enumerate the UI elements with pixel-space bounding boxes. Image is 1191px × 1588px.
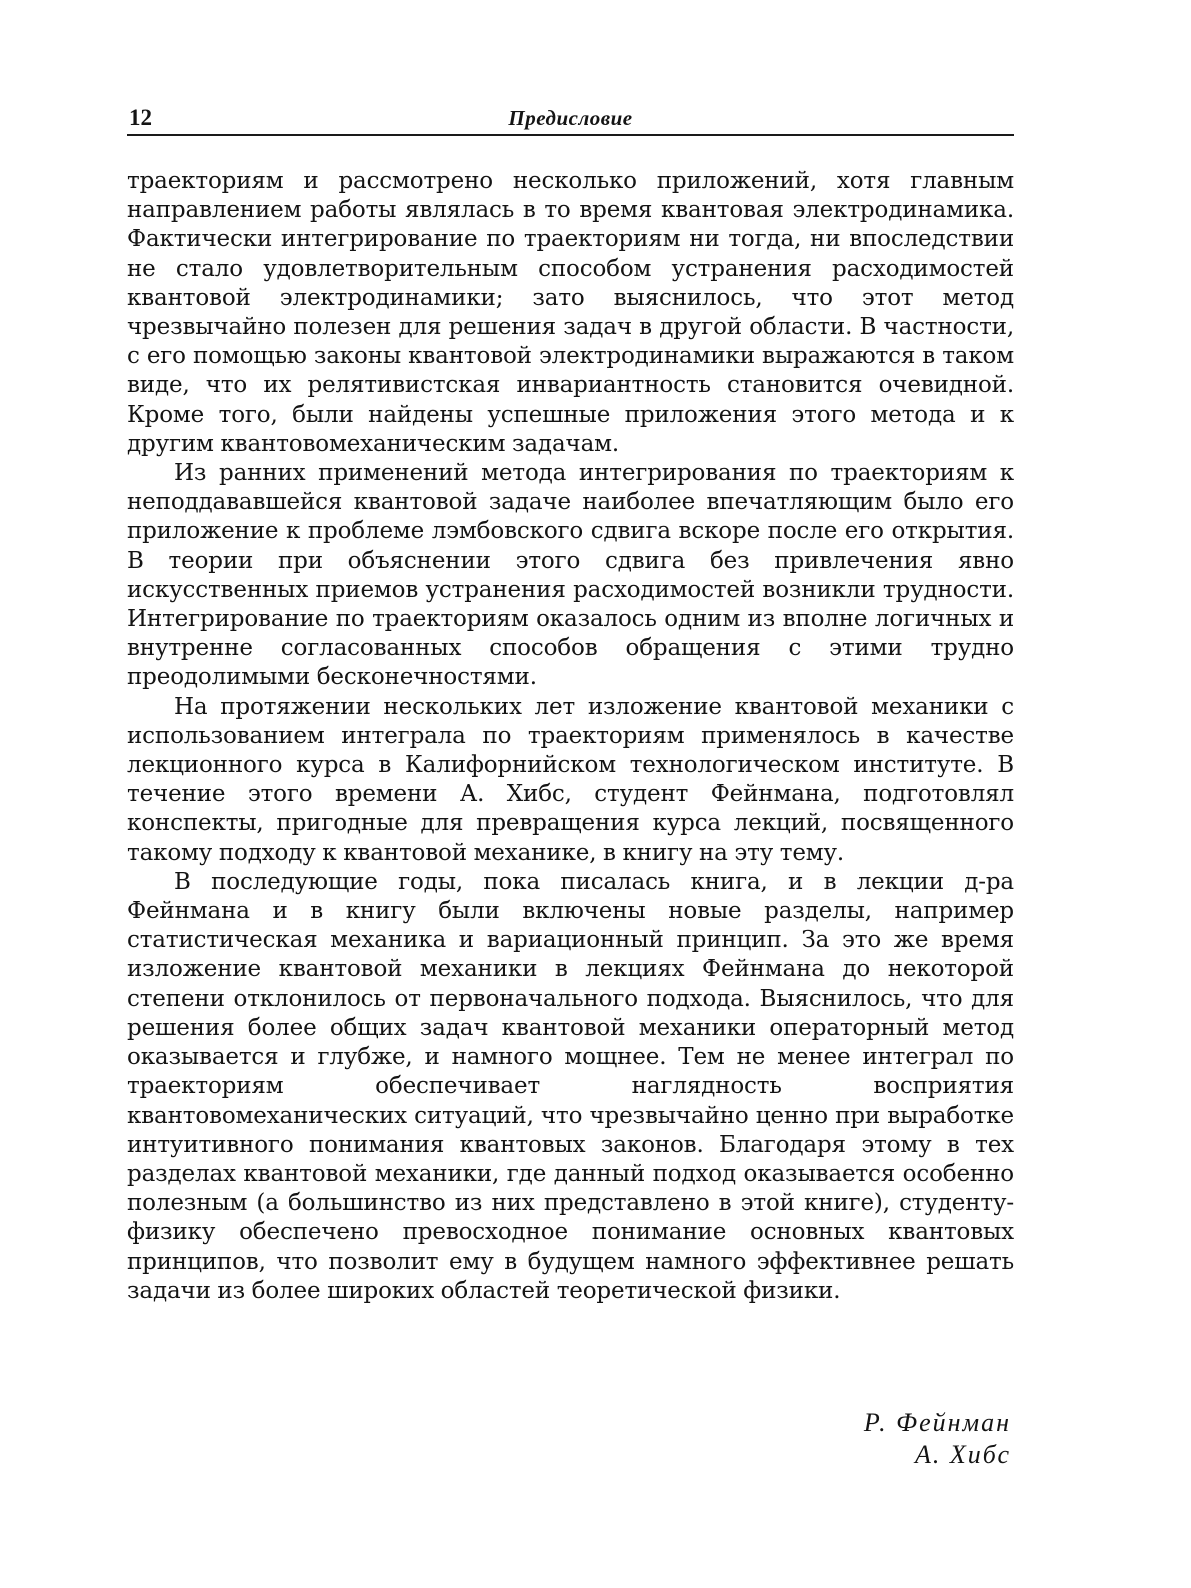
- signature-feynman: Р. Фейнман: [863, 1408, 1011, 1437]
- running-title: Предисловие: [508, 106, 633, 130]
- signature-hibbs: А. Хибс: [914, 1440, 1011, 1469]
- body-text: [127, 167, 1014, 1306]
- paragraph-1: траекториям и рассмотрено несколько приложений, хотя главным направлением работы являлась в то время квантовая электродинамика. Фактически интегрирование по траекториям ни тогда, ни впоследствии не стало удовлетворительным способом устранения расходимостей квантовой электродинамики; зато выяснилось, что этот метод чрезвычайно полезен для решения задач в другой области. В частности, с его помощью законы квантовой электродинамики выражаются в таком виде, что их релятивистская инвариантность становится очевидной. Кроме того, были найдены успешные приложения этого метода и к другим квантовомеханическим задачам.: [127, 168, 1014, 457]
- paragraph-3: На протяжении нескольких лет изложение квантовой механики с использованием интеграла по траекториям применялось в качестве лекционного курса в Калифорнийском технологическом институте. В течение этого времени А. Хибс, студент Фейнмана, подготовлял конспекты, пригодные для превращения курса лекций, посвященного такому подходу к квантовой механике, в книгу на эту тему.: [127, 693, 1014, 866]
- author-signatures: [864, 1407, 1011, 1471]
- page-number: 12: [129, 105, 152, 130]
- paragraph-4: В последующие годы, пока писалась книга, и в лекции д-ра Фейнмана и в книгу были включены новые разделы, например статистическая механика и вариационный принцип. За это же время изложение квантовой механики в лекциях Фейнмана до некоторой степени отклонилось от первоначального подхода. Выяснилось, что для решения более общих задач квантовой механики операторный метод оказывается и глубже, и намного мощнее. Тем не менее интеграл по траекториям обеспечивает наглядность восприятия квантовомеханических ситуаций, что чрезвычайно ценно при выработке интуитивного понимания квантовых законов. Благодаря этому в тех разделах квантовой механики, где данный подход оказывается особенно полезным (а большинство из них представлено в этой книге), студенту-физику обеспечено превосходное понимание основных квантовых принципов, что позволит ему в будущем намного эффективнее решать задачи из более широких областей теоретической физики.: [127, 868, 1014, 1304]
- page-header: [127, 104, 1014, 136]
- paragraph-2: Из ранних применений метода интегрирования по траекториям к неподдававшейся квантовой задаче наиболее впечатляющим было его приложение к проблеме лэмбовского сдвига вскоре после его открытия. В теории при объяснении этого сдвига без привлечения явно искусственных приемов устранения расходимостей возникли трудности. Интегрирование по траекториям оказалось одним из вполне логичных и внутренне согласованных способов обращения с этими трудно преодолимыми бесконечностями.: [127, 460, 1014, 691]
